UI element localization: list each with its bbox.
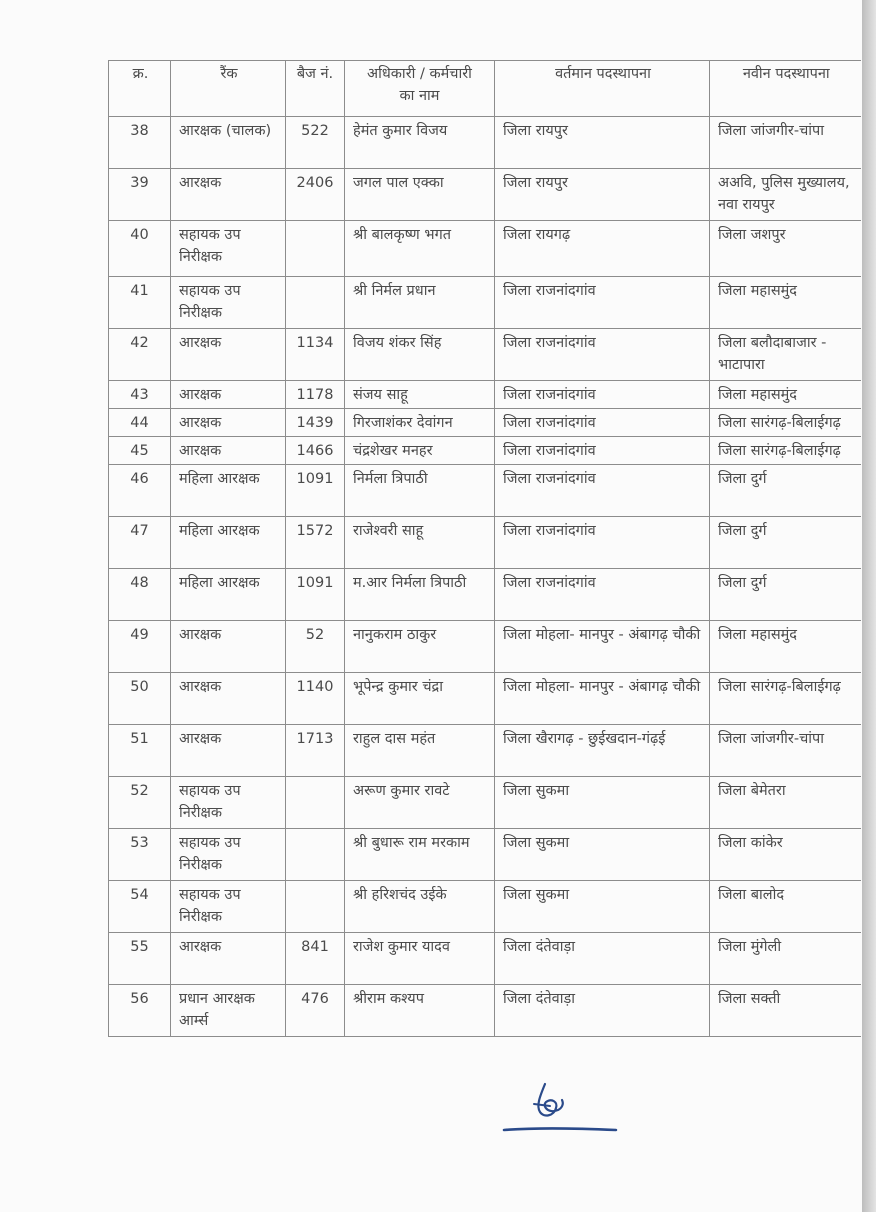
cell-new-posting: जिला सक्ती [710,985,861,1037]
cell-name: राहुल दास महंत [345,725,495,777]
cell-sno: 46 [109,465,171,517]
header-badge: बैज नं. [286,61,345,117]
cell-current-posting: जिला राजनांदगांव [495,569,710,621]
cell-name: चंद्रशेखर मनहर [345,437,495,465]
cell-name: भूपेन्द्र कुमार चंद्रा [345,673,495,725]
cell-sno: 51 [109,725,171,777]
cell-new-posting: जिला बलौदाबाजार - भाटापारा [710,329,861,381]
cell-name: श्री बालकृष्ण भगत [345,221,495,277]
table-row [109,409,861,437]
cell-current-posting: जिला रायपुर [495,117,710,169]
cell-rank: सहायक उप निरीक्षक [171,777,286,829]
cell-rank: आरक्षक [171,725,286,777]
cell-name: श्री बुधारू राम मरकाम [345,829,495,881]
cell-name: श्रीराम कश्यप [345,985,495,1037]
cell-badge: 1713 [286,725,345,777]
cell-badge: 1178 [286,381,345,409]
table-row [109,437,861,465]
cell-current-posting: जिला खैरागढ़ - छुईखदान-गंढ़ई [495,725,710,777]
cell-current-posting: जिला राजनांदगांव [495,437,710,465]
cell-sno: 43 [109,381,171,409]
cell-sno: 45 [109,437,171,465]
cell-current-posting: जिला रायपुर [495,169,710,221]
cell-name: राजेश कुमार यादव [345,933,495,985]
cell-sno: 55 [109,933,171,985]
cell-current-posting: जिला राजनांदगांव [495,465,710,517]
cell-name: म.आर निर्मला त्रिपाठी [345,569,495,621]
cell-new-posting: जिला दुर्ग [710,569,861,621]
table-row [109,881,861,933]
cell-current-posting: जिला सुकमा [495,829,710,881]
cell-badge: 1439 [286,409,345,437]
table-row [109,933,861,985]
cell-rank: आरक्षक [171,169,286,221]
cell-new-posting: जिला जांजगीर-चांपा [710,117,861,169]
cell-sno: 47 [109,517,171,569]
cell-badge [286,221,345,277]
cell-current-posting: जिला राजनांदगांव [495,517,710,569]
cell-rank: सहायक उप निरीक्षक [171,277,286,329]
cell-current-posting: जिला सुकमा [495,881,710,933]
cell-new-posting: जिला मुंगेली [710,933,861,985]
cell-sno: 44 [109,409,171,437]
cell-new-posting: जिला कांकेर [710,829,861,881]
cell-rank: आरक्षक [171,437,286,465]
cell-new-posting: जिला जशपुर [710,221,861,277]
cell-current-posting: जिला दंतेवाड़ा [495,985,710,1037]
cell-badge [286,829,345,881]
table-header-row [109,61,861,117]
table-row [109,569,861,621]
cell-rank: आरक्षक [171,621,286,673]
table-row [109,277,861,329]
cell-new-posting: जिला महासमुंद [710,277,861,329]
cell-new-posting: जिला दुर्ग [710,517,861,569]
cell-sno: 39 [109,169,171,221]
cell-current-posting: जिला रायगढ़ [495,221,710,277]
header-name: अधिकारी / कर्मचारी का नाम [345,61,495,117]
cell-new-posting: जिला सारंगढ़-बिलाईगढ़ [710,437,861,465]
cell-new-posting: जिला बेमेतरा [710,777,861,829]
header-new-posting: नवीन पदस्थापना [710,61,861,117]
cell-name: श्री निर्मल प्रधान [345,277,495,329]
cell-badge: 1091 [286,465,345,517]
cell-badge: 1140 [286,673,345,725]
cell-new-posting: जिला महासमुंद [710,621,861,673]
cell-name: हेमंत कुमार विजय [345,117,495,169]
cell-rank: आरक्षक [171,933,286,985]
table-row [109,829,861,881]
cell-new-posting: जिला सारंगढ़-बिलाईगढ़ [710,409,861,437]
cell-name: संजय साहू [345,381,495,409]
cell-current-posting: जिला दंतेवाड़ा [495,933,710,985]
cell-name: विजय शंकर सिंह [345,329,495,381]
cell-sno: 50 [109,673,171,725]
cell-sno: 52 [109,777,171,829]
cell-new-posting: जिला दुर्ग [710,465,861,517]
cell-current-posting: जिला मोहला- मानपुर - अंबागढ़ चौकी [495,673,710,725]
header-rank: रैंक [171,61,286,117]
table-body [109,117,861,1037]
cell-badge: 1091 [286,569,345,621]
cell-rank: महिला आरक्षक [171,465,286,517]
table-row [109,169,861,221]
table-row [109,673,861,725]
cell-new-posting: जिला सारंगढ़-बिलाईगढ़ [710,673,861,725]
cell-badge: 1134 [286,329,345,381]
cell-rank: सहायक उप निरीक्षक [171,221,286,277]
cell-rank: आरक्षक (चालक) [171,117,286,169]
cell-new-posting: जिला बालोद [710,881,861,933]
cell-badge: 1466 [286,437,345,465]
cell-new-posting: जिला महासमुंद [710,381,861,409]
table-row [109,777,861,829]
cell-badge: 52 [286,621,345,673]
cell-rank: आरक्षक [171,409,286,437]
table-row [109,221,861,277]
transfer-table [108,60,861,1037]
cell-rank: महिला आरक्षक [171,569,286,621]
cell-rank: प्रधान आरक्षक आर्म्स [171,985,286,1037]
cell-sno: 42 [109,329,171,381]
cell-new-posting: जिला जांजगीर-चांपा [710,725,861,777]
cell-rank: सहायक उप निरीक्षक [171,829,286,881]
cell-sno: 40 [109,221,171,277]
cell-name: राजेश्वरी साहू [345,517,495,569]
cell-name: गिरजाशंकर देवांगन [345,409,495,437]
cell-sno: 53 [109,829,171,881]
cell-rank: सहायक उप निरीक्षक [171,881,286,933]
cell-sno: 54 [109,881,171,933]
cell-name: अरूण कुमार रावटे [345,777,495,829]
cell-rank: महिला आरक्षक [171,517,286,569]
cell-rank: आरक्षक [171,673,286,725]
table-row [109,465,861,517]
cell-sno: 48 [109,569,171,621]
cell-current-posting: जिला राजनांदगांव [495,329,710,381]
table-row [109,329,861,381]
cell-sno: 38 [109,117,171,169]
cell-badge: 522 [286,117,345,169]
page-edge [862,0,876,1212]
cell-badge: 841 [286,933,345,985]
cell-name: जगल पाल एक्का [345,169,495,221]
cell-new-posting: अअवि, पुलिस मुख्यालय, नवा रायपुर [710,169,861,221]
cell-current-posting: जिला राजनांदगांव [495,277,710,329]
cell-current-posting: जिला राजनांदगांव [495,381,710,409]
cell-badge [286,881,345,933]
cell-badge [286,777,345,829]
cell-rank: आरक्षक [171,329,286,381]
table-row [109,725,861,777]
cell-rank: आरक्षक [171,381,286,409]
signature-icon [500,1076,620,1136]
cell-sno: 49 [109,621,171,673]
cell-badge: 476 [286,985,345,1037]
cell-current-posting: जिला मोहला- मानपुर - अंबागढ़ चौकी [495,621,710,673]
cell-current-posting: जिला सुकमा [495,777,710,829]
cell-badge [286,277,345,329]
cell-sno: 56 [109,985,171,1037]
cell-name: नानुकराम ठाकुर [345,621,495,673]
cell-sno: 41 [109,277,171,329]
table-row [109,517,861,569]
table-row [109,117,861,169]
table-row [109,381,861,409]
cell-badge: 1572 [286,517,345,569]
cell-name: श्री हरिशचंद उईके [345,881,495,933]
header-current-posting: वर्तमान पदस्थापना [495,61,710,117]
table-row [109,985,861,1037]
cell-current-posting: जिला राजनांदगांव [495,409,710,437]
table-row [109,621,861,673]
header-sno: क्र. [109,61,171,117]
cell-badge: 2406 [286,169,345,221]
cell-name: निर्मला त्रिपाठी [345,465,495,517]
